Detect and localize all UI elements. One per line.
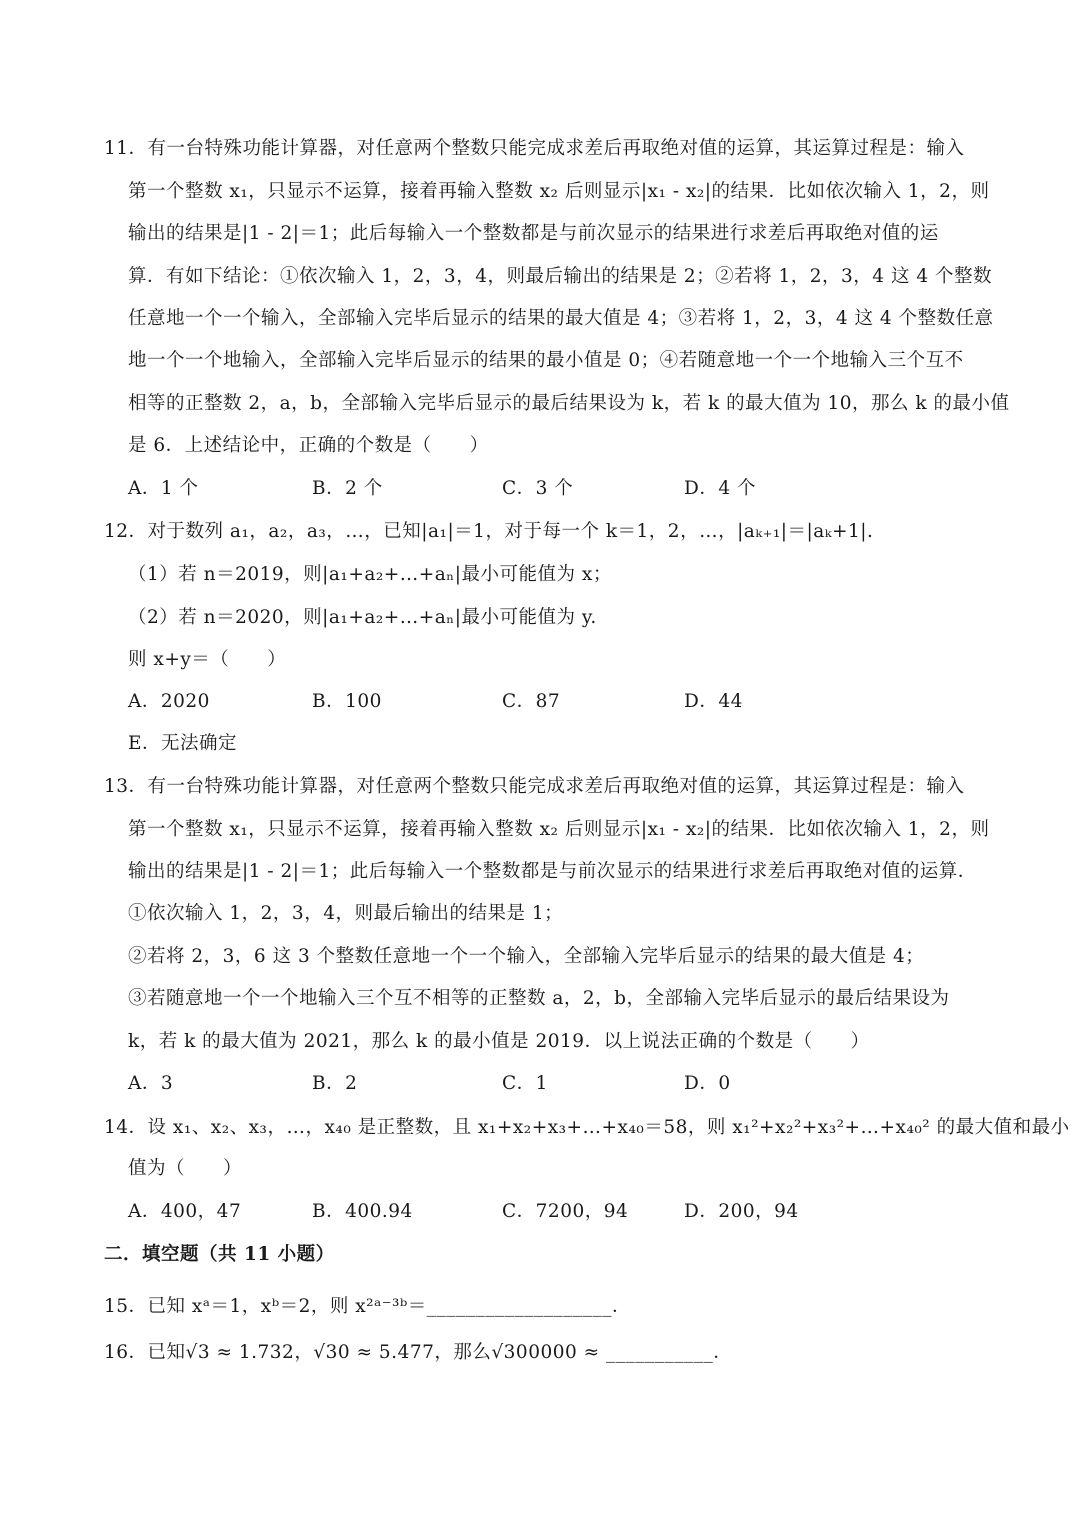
q13-option-a[interactable]: A．3: [128, 1073, 174, 1094]
q11-line-8: 是 6．上述结论中，正确的个数是（ ）: [128, 435, 489, 456]
q12-option-e[interactable]: E．无法确定: [128, 733, 238, 754]
q11-option-b[interactable]: B．2 个: [312, 478, 383, 499]
q14-option-b[interactable]: B．400.94: [312, 1201, 413, 1222]
q13-options: [0, 1063, 1000, 1105]
q11-line-5: 任意地一个一个输入，全部输入完毕后显示的结果的最大值是 4；③若将 1，2，3，4 这 4 个整数任意: [128, 308, 994, 329]
q12-line-3: （2）若 n＝2020，则|a₁+a₂+…+aₙ|最小可能值为 y.: [128, 607, 597, 628]
q12-line-1: 12．对于数列 a₁，a₂，a₃，…，已知|a₁|＝1，对于每一个 k＝1，2，…，|aₖ₊₁|＝|aₖ+1|.: [104, 521, 874, 542]
section-2-heading: 二．填空题（共 11 小题）: [104, 1244, 335, 1265]
q12-option-c[interactable]: C．87: [502, 691, 561, 712]
q11-option-a[interactable]: A．1 个: [128, 478, 199, 499]
q12-option-d[interactable]: D．44: [684, 691, 743, 712]
q11-line-2: 第一个整数 x₁，只显示不运算，接着再输入整数 x₂ 后则显示|x₁ - x₂|的结果．比如依次输入 1，2，则: [128, 181, 990, 202]
q14-line-1: 14．设 x₁、x₂、x₃，…，x₄₀ 是正整数，且 x₁+x₂+x₃+…+x₄₀＝58，则 x₁²+x₂²+x₃²+…+x₄₀² 的最大值和最小: [104, 1117, 1070, 1138]
question-16: 16．已知√3 ≈ 1.732，√30 ≈ 5.477，那么√300000 ≈ ___________．: [104, 1342, 733, 1363]
q12-option-a[interactable]: A．2020: [128, 691, 210, 712]
q12-option-b[interactable]: B．100: [312, 691, 382, 712]
q11-option-d[interactable]: D．4 个: [684, 478, 756, 499]
q14-line-2: 值为（ ）: [128, 1158, 243, 1179]
q13-line-7: k，若 k 的最大值为 2021，那么 k 的最小值是 2019．以上说法正确的个数是（ ）: [128, 1031, 870, 1052]
q13-option-b[interactable]: B．2: [312, 1073, 358, 1094]
q11-line-1: 11．有一台特殊功能计算器，对任意两个整数只能完成求差后再取绝对值的运算，其运算过程是：输入: [104, 138, 965, 159]
q12-line-2: （1）若 n＝2019，则|a₁+a₂+…+aₙ|最小可能值为 x；: [128, 564, 612, 585]
q11-line-6: 地一个一个地输入，全部输入完毕后显示的结果的最小值是 0；④若随意地一个一个地输入三个互不: [128, 350, 964, 371]
q13-option-c[interactable]: C．1: [502, 1073, 548, 1094]
q13-option-d[interactable]: D．0: [684, 1073, 731, 1094]
q11-line-4: 算．有如下结论：①依次输入 1，2，3，4，则最后输出的结果是 2；②若将 1，2，3，4 这 4 个整数: [128, 266, 992, 287]
q12-line-4: 则 x+y＝（ ）: [128, 649, 287, 670]
q12-options: [0, 681, 1000, 723]
q13-line-4: ①依次输入 1，2，3，4，则最后输出的结果是 1；: [128, 903, 564, 924]
q11-line-3: 输出的结果是|1 - 2|＝1；此后每输入一个整数都是与前次显示的结果进行求差后再取绝对值的运: [128, 223, 939, 244]
q14-option-d[interactable]: D．200，94: [684, 1201, 799, 1222]
q14-option-c[interactable]: C．7200，94: [502, 1201, 629, 1222]
question-15: 15．已知 xᵃ＝1，xᵇ＝2，则 x²ᵃ⁻³ᵇ＝___________________．: [104, 1296, 632, 1317]
q13-line-3: 输出的结果是|1 - 2|＝1；此后每输入一个整数都是与前次显示的结果进行求差后再取绝对值的运算．: [128, 861, 977, 882]
q13-line-1: 13．有一台特殊功能计算器，对任意两个整数只能完成求差后再取绝对值的运算，其运算过程是：输入: [104, 776, 965, 797]
q11-line-7: 相等的正整数 2，a，b，全部输入完毕后显示的最后结果设为 k，若 k 的最大值为 10，那么 k 的最小值: [128, 393, 1010, 414]
q14-option-a[interactable]: A．400，47: [128, 1201, 242, 1222]
q11-options: [0, 468, 1000, 510]
q14-options: [0, 1191, 1000, 1233]
q13-line-6: ③若随意地一个一个地输入三个互不相等的正整数 a，2，b，全部输入完毕后显示的最后结果设为: [128, 988, 950, 1009]
q11-option-c[interactable]: C．3 个: [502, 478, 574, 499]
q13-line-5: ②若将 2，3，6 这 3 个整数任意地一个一个输入，全部输入完毕后显示的结果的最大值是 4；: [128, 946, 925, 967]
q13-line-2: 第一个整数 x₁，只显示不运算，接着再输入整数 x₂ 后则显示|x₁ - x₂|的结果．比如依次输入 1，2，则: [128, 819, 990, 840]
